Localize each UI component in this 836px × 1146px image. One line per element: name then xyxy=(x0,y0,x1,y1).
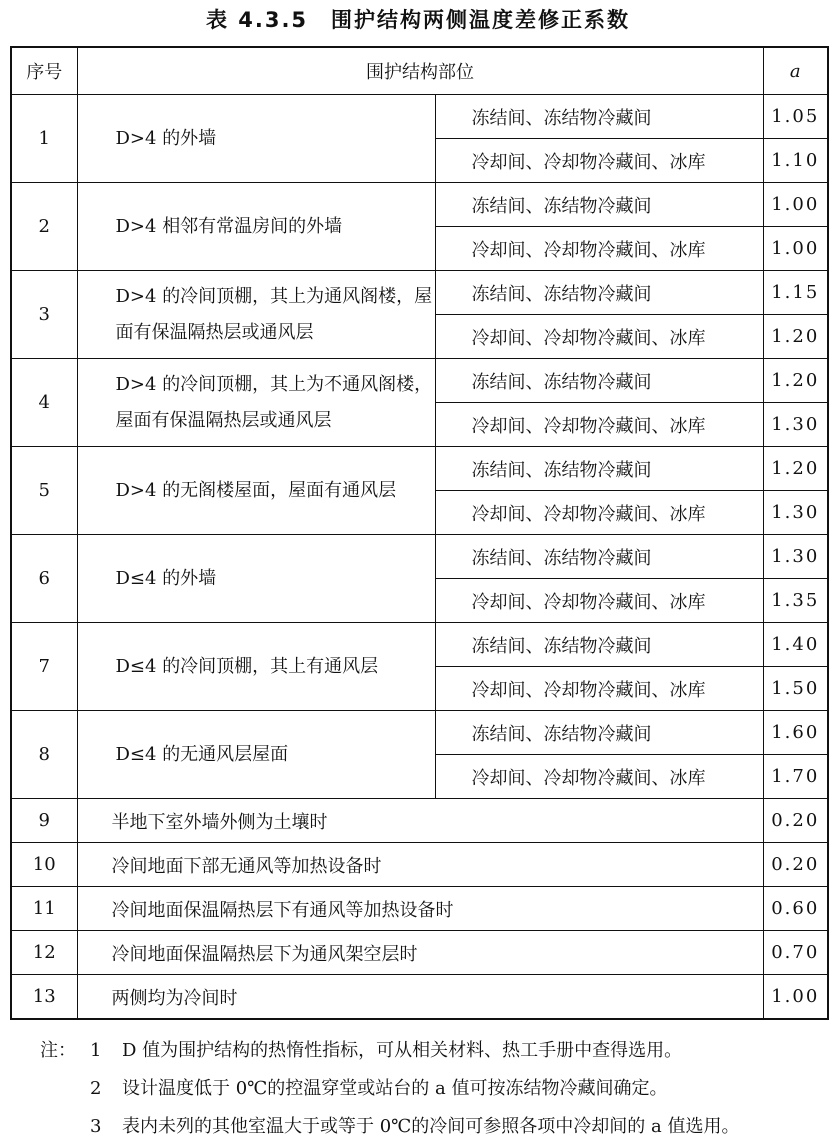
header-no: 序号 xyxy=(11,47,77,95)
alpha-value: 1.30 xyxy=(763,491,828,535)
note-number: 3 xyxy=(90,1116,102,1137)
structure-position: 半地下室外墙外侧为土壤时 xyxy=(77,799,763,843)
table-header-row xyxy=(11,47,828,95)
table-row xyxy=(11,711,828,755)
alpha-value: 1.30 xyxy=(763,535,828,579)
room-type: 冻结间、冻结物冷藏间 xyxy=(435,711,763,755)
note-2 xyxy=(10,1070,830,1108)
alpha-value: 1.20 xyxy=(763,447,828,491)
row-number: 9 xyxy=(11,799,77,843)
room-type: 冷却间、冷却物冷藏间、冰库 xyxy=(435,667,763,711)
note-text: 表内未列的其他室温大于或等于 0℃的冷间可参照各项中冷却间的 a 值选用。 xyxy=(122,1116,740,1137)
structure-position: 冷间地面保温隔热层下为通风架空层时 xyxy=(77,931,763,975)
structure-position: 冷间地面下部无通风等加热设备时 xyxy=(77,843,763,887)
note-text: 设计温度低于 0℃的控温穿堂或站台的 a 值可按冻结物冷藏间确定。 xyxy=(122,1078,668,1099)
header-position: 围护结构部位 xyxy=(77,47,763,95)
alpha-value: 1.15 xyxy=(763,271,828,315)
table-row xyxy=(11,931,828,975)
alpha-value: 1.00 xyxy=(763,975,828,1020)
room-type: 冻结间、冻结物冷藏间 xyxy=(435,623,763,667)
table-row xyxy=(11,535,828,579)
structure-position: D≤4 的外墙 xyxy=(77,535,435,623)
row-number: 10 xyxy=(11,843,77,887)
room-type: 冷却间、冷却物冷藏间、冰库 xyxy=(435,315,763,359)
note-number: 2 xyxy=(90,1078,102,1099)
room-type: 冷却间、冷却物冷藏间、冰库 xyxy=(435,227,763,271)
note-text: D 值为围护结构的热惰性指标，可从相关材料、热工手册中查得选用。 xyxy=(122,1040,683,1061)
alpha-value: 0.20 xyxy=(763,799,828,843)
note-number: 1 xyxy=(90,1040,102,1061)
room-type: 冻结间、冻结物冷藏间 xyxy=(435,535,763,579)
row-number: 2 xyxy=(11,183,77,271)
table-row xyxy=(11,623,828,667)
alpha-value: 0.20 xyxy=(763,843,828,887)
row-number: 13 xyxy=(11,975,77,1020)
table-row xyxy=(11,95,828,139)
structure-position: 两侧均为冷间时 xyxy=(77,975,763,1020)
structure-position: D>4 的无阁楼屋面，屋面有通风层 xyxy=(77,447,435,535)
table-row xyxy=(11,799,828,843)
room-type: 冻结间、冻结物冷藏间 xyxy=(435,95,763,139)
row-number: 12 xyxy=(11,931,77,975)
table-title: 表 4.3.5 围护结构两侧温度差修正系数 xyxy=(205,8,631,32)
correction-coefficient-table xyxy=(10,46,829,1020)
note-3 xyxy=(10,1108,830,1146)
room-type: 冻结间、冻结物冷藏间 xyxy=(435,359,763,403)
alpha-value: 1.30 xyxy=(763,403,828,447)
alpha-value: 1.05 xyxy=(763,95,828,139)
row-number: 4 xyxy=(11,359,77,447)
alpha-value: 0.60 xyxy=(763,887,828,931)
table-row xyxy=(11,271,828,315)
structure-position: D>4 的冷间顶棚，其上为不通风阁楼，屋面有保温隔热层或通风层 xyxy=(77,359,435,447)
row-number: 7 xyxy=(11,623,77,711)
structure-position: D>4 相邻有常温房间的外墙 xyxy=(77,183,435,271)
structure-position: D≤4 的无通风层屋面 xyxy=(77,711,435,799)
notes xyxy=(10,1032,830,1146)
room-type: 冻结间、冻结物冷藏间 xyxy=(435,183,763,227)
room-type: 冷却间、冷却物冷藏间、冰库 xyxy=(435,139,763,183)
structure-position: D≤4 的冷间顶棚，其上有通风层 xyxy=(77,623,435,711)
row-number: 5 xyxy=(11,447,77,535)
row-number: 8 xyxy=(11,711,77,799)
table-row xyxy=(11,183,828,227)
row-number: 11 xyxy=(11,887,77,931)
room-type: 冷却间、冷却物冷藏间、冰库 xyxy=(435,579,763,623)
alpha-value: 0.70 xyxy=(763,931,828,975)
row-number: 1 xyxy=(11,95,77,183)
table-row xyxy=(11,447,828,491)
alpha-value: 1.70 xyxy=(763,755,828,799)
table-row xyxy=(11,975,828,1020)
table-row xyxy=(11,887,828,931)
structure-position: 冷间地面保温隔热层下有通风等加热设备时 xyxy=(77,887,763,931)
room-type: 冷却间、冷却物冷藏间、冰库 xyxy=(435,755,763,799)
alpha-value: 1.20 xyxy=(763,359,828,403)
alpha-value: 1.10 xyxy=(763,139,828,183)
row-number: 3 xyxy=(11,271,77,359)
alpha-value: 1.20 xyxy=(763,315,828,359)
room-type: 冷却间、冷却物冷藏间、冰库 xyxy=(435,403,763,447)
alpha-value: 1.35 xyxy=(763,579,828,623)
note-1 xyxy=(10,1032,830,1070)
table-row xyxy=(11,843,828,887)
row-number: 6 xyxy=(11,535,77,623)
alpha-value: 1.40 xyxy=(763,623,828,667)
structure-position: D>4 的冷间顶棚，其上为通风阁楼，屋面有保温隔热层或通风层 xyxy=(77,271,435,359)
alpha-value: 1.60 xyxy=(763,711,828,755)
room-type: 冻结间、冻结物冷藏间 xyxy=(435,447,763,491)
alpha-value: 1.50 xyxy=(763,667,828,711)
room-type: 冻结间、冻结物冷藏间 xyxy=(435,271,763,315)
header-alpha: a xyxy=(763,47,828,95)
room-type: 冷却间、冷却物冷藏间、冰库 xyxy=(435,491,763,535)
structure-position: D>4 的外墙 xyxy=(77,95,435,183)
alpha-value: 1.00 xyxy=(763,227,828,271)
note-prefix: 注： xyxy=(40,1040,76,1061)
alpha-value: 1.00 xyxy=(763,183,828,227)
table-row xyxy=(11,359,828,403)
